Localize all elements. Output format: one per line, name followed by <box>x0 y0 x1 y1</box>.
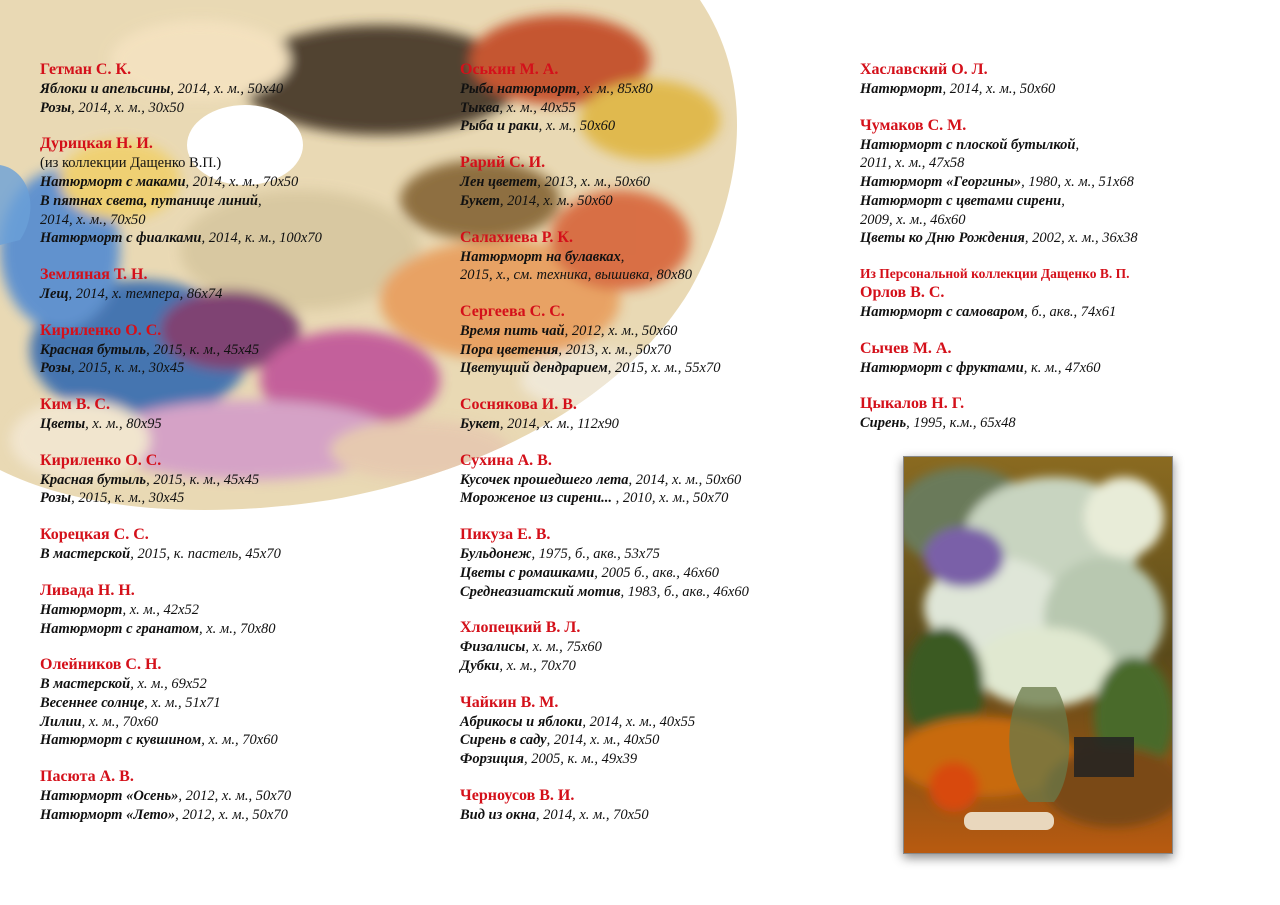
artwork-details: , 2013, х. м., 50х60 <box>537 174 651 191</box>
artwork-line <box>40 806 440 825</box>
artwork-title: Натюрморт <box>40 601 123 618</box>
artwork-details: , 2013, х. м., 50х70 <box>558 341 672 358</box>
artwork-details: , 2005, к. м., 49х39 <box>523 751 638 768</box>
artwork-line <box>40 154 440 173</box>
artist-entry <box>460 60 850 136</box>
artwork-details: , 1983, б., акв., 46х60 <box>620 583 749 600</box>
artwork-line <box>40 80 440 99</box>
artwork-title: Цветы с ромашками <box>460 564 595 581</box>
artwork-title: Натюрморт <box>860 81 943 97</box>
artwork-title: В мастерской <box>40 546 131 563</box>
artwork-line <box>460 322 850 341</box>
artist-entry <box>860 116 1260 248</box>
artist-name: Орлов В. С. <box>860 283 945 301</box>
artwork-details: , 2014, х. м., 30х50 <box>71 99 184 116</box>
artwork-details: , 2002, х. м., 36х38 <box>1024 230 1138 247</box>
artwork-details: , 2015, к. пастель, 45х70 <box>130 546 281 563</box>
artist-entry <box>40 60 440 117</box>
artwork-line <box>860 80 1260 99</box>
artist-entry <box>40 767 440 824</box>
artist-entry <box>40 321 440 378</box>
artist-name: Цыкалов Н. Г. <box>860 395 965 413</box>
artist-entry <box>40 451 440 508</box>
artist-name: Дурицкая Н. И. <box>40 135 153 153</box>
artwork-line <box>40 192 440 211</box>
artwork-title: Лилии <box>40 713 82 730</box>
artwork-title: Розы <box>40 360 72 377</box>
artwork-title: Сирень в саду <box>460 732 547 749</box>
artwork-details: , 2014, х. м., 50х60 <box>942 81 1056 97</box>
artwork-title: Натюрморт «Георгины» <box>860 174 1022 191</box>
artwork-line <box>860 414 1260 433</box>
artist-entry <box>460 786 850 825</box>
artist-name: Ким В. С. <box>40 396 110 414</box>
artwork-title: Мороженое из сирени... <box>460 490 613 507</box>
artwork-details: 2015, х., см. техника, вышивка, 80х80 <box>460 267 692 284</box>
artwork-title: Абрикосы и яблоки <box>460 713 583 730</box>
artwork-line <box>40 341 440 360</box>
artwork-line <box>860 136 1260 155</box>
artist-entry <box>460 618 850 675</box>
artwork-line <box>460 638 850 657</box>
artwork-details: , б., акв., 74х61 <box>1024 303 1117 320</box>
artist-entry <box>40 395 440 434</box>
artist-entry <box>860 339 1260 378</box>
artwork-title: Дубки <box>460 657 500 674</box>
artwork-line <box>40 601 440 620</box>
artwork-line <box>40 787 440 806</box>
artwork-line <box>860 303 1260 322</box>
collection-note: Из Персональной коллекции Дащенко В. П. <box>860 265 1130 281</box>
artwork-details: , 2014, х. м., 50х40 <box>170 81 284 97</box>
artist-entry <box>40 655 440 750</box>
artwork-details: , <box>620 248 625 265</box>
artwork-line <box>860 173 1260 192</box>
artwork-title: Букет <box>460 416 500 433</box>
artwork-line <box>460 657 850 676</box>
artwork-details: , 2012, х. м., 50х60 <box>564 322 678 339</box>
artwork-line <box>460 192 850 211</box>
artist-entry <box>40 525 440 564</box>
artwork-details: , х. м., 40х55 <box>499 99 576 116</box>
collection-source: (из коллекции Дащенко В.П.) <box>40 155 222 172</box>
artwork-line <box>40 471 440 490</box>
artwork-details: , <box>258 192 262 209</box>
artwork-title: Букет <box>460 192 500 209</box>
artwork-line <box>460 266 850 285</box>
artwork-line <box>40 99 440 118</box>
artist-name: Земляная Т. Н. <box>40 265 148 283</box>
artwork-title: Среднеазиатский мотив <box>460 583 621 600</box>
artwork-line <box>860 192 1260 211</box>
artwork-title: Тыква <box>460 99 500 116</box>
artwork-title: Вид из окна <box>460 806 536 823</box>
artwork-line <box>40 620 440 639</box>
artwork-line <box>40 173 440 192</box>
artwork-details: , <box>1075 136 1080 153</box>
artwork-details: , х. м., 85х80 <box>576 81 653 97</box>
artist-name: Пасюта А. В. <box>40 768 134 786</box>
artwork-title: Натюрморт на булавках <box>460 248 621 265</box>
artist-name: Сухина А. В. <box>460 451 552 469</box>
artwork-details: , 2014, х. м., 50х60 <box>628 471 742 488</box>
artwork-line <box>460 173 850 192</box>
artwork-line <box>460 806 850 825</box>
column-middle <box>460 60 850 841</box>
artwork-title: Натюрморт с фруктами <box>860 359 1024 376</box>
artist-entry <box>40 265 440 304</box>
artwork-line <box>460 80 850 99</box>
artwork-line <box>40 545 440 564</box>
artist-name: Рарий С. И. <box>460 154 546 172</box>
artwork-title: Яблоки и апельсины <box>40 81 171 97</box>
artwork-details: , 2014, х. м., 70х50 <box>535 806 649 823</box>
column-right <box>860 60 1260 450</box>
artwork-details: , 2014, х. м., 50х60 <box>499 192 613 209</box>
artwork-title: Весеннее солнце <box>40 694 145 711</box>
artwork-line <box>460 713 850 732</box>
artwork-details: , 2015, к. м., 30х45 <box>71 360 185 377</box>
artist-name: Кириленко О. С. <box>40 451 162 469</box>
artwork-details: , 2005 б., акв., 46х60 <box>594 564 719 581</box>
artwork-details: , <box>1061 192 1065 209</box>
artist-name: Черноусов В. И. <box>460 786 575 804</box>
artwork-title: В пятнах света, путанице линий <box>40 192 258 209</box>
artwork-details: , к. м., 47х60 <box>1023 359 1101 376</box>
artwork-line <box>460 359 850 378</box>
artist-name: Соснякова И. В. <box>460 396 577 414</box>
artwork-title: Натюрморт с маками <box>40 174 186 191</box>
artwork-details: , 2015, х. м., 55х70 <box>607 360 721 377</box>
artwork-details: , 2014, х. м., 112х90 <box>499 416 619 433</box>
artist-name: Корецкая С. С. <box>40 526 149 544</box>
artwork-details: , 2010, х. м., 50х70 <box>612 490 729 507</box>
artwork-line <box>40 731 440 750</box>
artwork-details: , 2015, к. м., 45х45 <box>146 341 260 358</box>
artwork-line <box>40 285 440 304</box>
artwork-details: , 2014, к. м., 100х70 <box>201 230 322 247</box>
artwork-title: Лен цветет <box>460 174 538 191</box>
artist-name: Чайкин В. М. <box>460 693 559 711</box>
artwork-details: , х. м., 70х80 <box>199 620 276 637</box>
artwork-line <box>460 117 850 136</box>
artwork-line <box>460 415 850 434</box>
artist-entry <box>860 265 1260 322</box>
artwork-line <box>460 341 850 360</box>
artwork-details: , 1975, б., акв., 53х75 <box>531 546 660 563</box>
artwork-line <box>460 545 850 564</box>
artwork-title: Время пить чай <box>460 322 565 339</box>
artwork-title: Форзиция <box>460 751 524 768</box>
artwork-title: Кусочек прошедшего лета <box>460 471 629 488</box>
artwork-line <box>40 229 440 248</box>
artwork-details: , х. м., 80х95 <box>85 416 162 433</box>
artwork-title: Рыба и раки <box>460 118 539 135</box>
artist-name: Чумаков С. М. <box>860 116 967 134</box>
artwork-title: Цветущий дендрарием <box>460 360 608 377</box>
artist-name: Олейников С. Н. <box>40 656 162 674</box>
artwork-title: Сирень <box>860 415 907 432</box>
artist-entry <box>40 134 440 248</box>
artwork-title: В мастерской <box>40 676 131 693</box>
artist-entry <box>460 228 850 285</box>
artwork-title: Натюрморт «Лето» <box>40 806 176 823</box>
artwork-line <box>460 471 850 490</box>
artwork-title: Натюрморт с фиалками <box>40 230 202 247</box>
artwork-title: Розы <box>40 490 72 507</box>
artist-entry <box>860 394 1260 433</box>
artist-entry <box>460 693 850 769</box>
artwork-details: , х. м., 69х52 <box>130 676 207 693</box>
artwork-line <box>40 713 440 732</box>
artwork-title: Физалисы <box>460 639 526 656</box>
artwork-title: Натюрморт с гранатом <box>40 620 199 637</box>
artwork-line <box>860 359 1260 378</box>
artwork-line <box>40 694 440 713</box>
artist-name: Пикуза Е. В. <box>460 526 551 544</box>
artwork-title: Натюрморт с плоской бутылкой <box>860 136 1076 153</box>
artwork-details: , 2014, х. м., 40х50 <box>546 732 660 749</box>
artwork-title: Красная бутыль <box>40 471 147 488</box>
artwork-details: , х. м., 70х60 <box>201 732 278 749</box>
artwork-details: , х. м., 50х60 <box>538 118 616 135</box>
artwork-details: , х. м., 42х52 <box>122 601 199 618</box>
artist-entry <box>460 525 850 601</box>
artwork-line <box>860 154 1260 173</box>
artist-entry <box>460 153 850 210</box>
artist-name: Хлопецкий В. Л. <box>460 619 581 637</box>
artist-name: Ливада Н. Н. <box>40 581 135 599</box>
artwork-title: Бульдонеж <box>460 546 532 563</box>
artwork-title: Пора цветения <box>460 341 559 358</box>
artwork-title: Натюрморт с самоваром <box>860 303 1025 320</box>
lilac-painting-image <box>903 456 1173 854</box>
artwork-details: 2011, х. м., 47х58 <box>860 155 965 172</box>
artwork-title: Натюрморт «Осень» <box>40 788 179 805</box>
artist-name: Гетман С. К. <box>40 61 132 78</box>
artwork-details: , х. м., 51х71 <box>144 694 221 711</box>
artist-name: Сергеева С. С. <box>460 302 565 320</box>
artwork-title: Розы <box>40 99 72 116</box>
artwork-title: Красная бутыль <box>40 341 147 358</box>
artwork-details: , х. м., 70х60 <box>81 713 159 730</box>
artwork-line <box>460 248 850 267</box>
artwork-line <box>40 211 440 230</box>
artwork-line <box>40 359 440 378</box>
artwork-line <box>460 489 850 508</box>
artwork-line <box>460 99 850 118</box>
artwork-title: Лещ <box>40 285 69 302</box>
artwork-line <box>40 675 440 694</box>
column-left <box>40 60 440 841</box>
artwork-line <box>460 750 850 769</box>
artwork-details: , 2015, к. м., 45х45 <box>146 471 260 488</box>
artwork-title: Рыба натюрморт <box>460 81 577 97</box>
artist-name: Хаславский О. Л. <box>860 61 988 78</box>
artwork-title: Цветы ко Дню Рождения <box>860 230 1025 247</box>
artwork-details: , 1980, х. м., 51х68 <box>1021 174 1134 191</box>
artwork-line <box>860 229 1260 248</box>
artwork-details: , 1995, к.м., 65х48 <box>906 415 1016 432</box>
artist-entry <box>460 395 850 434</box>
artist-entry <box>460 302 850 378</box>
artwork-details: 2014, х. м., 70х50 <box>40 211 146 228</box>
artwork-title: Натюрморт с цветами сирени <box>860 192 1062 209</box>
artist-name: Оськин М. А. <box>460 61 559 78</box>
artwork-line <box>40 415 440 434</box>
artwork-details: 2009, х. м., 46х60 <box>860 211 966 228</box>
artist-name: Салахиева Р. К. <box>460 228 574 246</box>
artwork-details: , 2014, х. темпера, 86х74 <box>68 285 223 302</box>
artwork-details: , 2015, к. м., 30х45 <box>71 490 185 507</box>
artwork-details: , 2014, х. м., 70х50 <box>185 174 299 191</box>
artist-name: Кириленко О. С. <box>40 321 162 339</box>
artwork-details: , х. м., 75х60 <box>525 639 602 656</box>
artwork-line <box>40 489 440 508</box>
artist-entry <box>460 451 850 508</box>
artwork-line <box>860 211 1260 230</box>
artist-name: Сычев М. А. <box>860 339 952 357</box>
artwork-line <box>460 731 850 750</box>
artwork-details: , 2014, х. м., 40х55 <box>582 713 696 730</box>
artwork-details: , х. м., 70х70 <box>499 657 576 674</box>
artwork-details: , 2012, х. м., 50х70 <box>175 806 288 823</box>
artwork-line <box>460 564 850 583</box>
artwork-details: , 2012, х. м., 50х70 <box>178 788 292 805</box>
artwork-title: Натюрморт с кувшином <box>40 732 202 749</box>
artist-entry <box>860 60 1260 99</box>
artwork-line <box>460 583 850 602</box>
artist-entry <box>40 581 440 638</box>
artwork-title: Цветы <box>40 416 86 433</box>
